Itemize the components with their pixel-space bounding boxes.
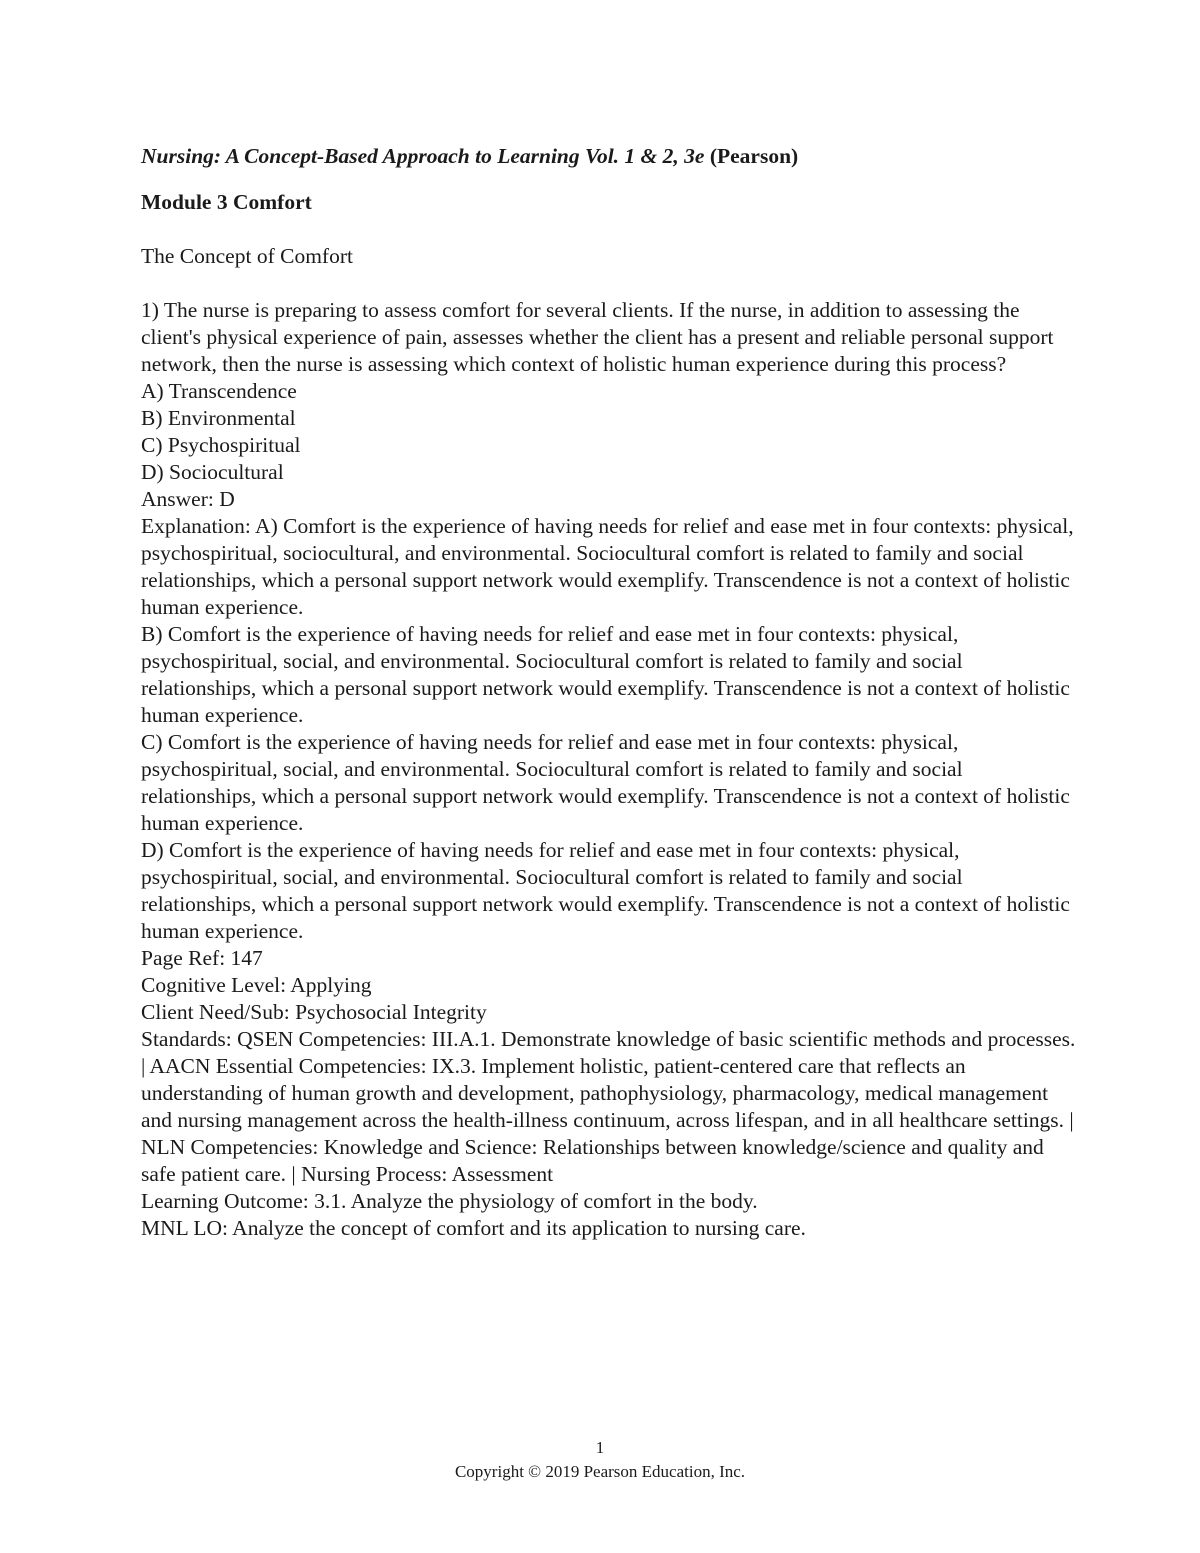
client-need: Client Need/Sub: Psychosocial Integrity	[141, 1000, 487, 1024]
question-block	[141, 297, 1076, 1242]
option-a: A) Transcendence	[141, 379, 297, 403]
concept-heading: The Concept of Comfort	[141, 244, 353, 268]
explanation-d: D) Comfort is the experience of having needs for relief and ease met in four contexts: physical, psychospiritual, social, and environmental. Sociocultural comfort is related to family and social relationships, which a personal support network would exemplify. Transcendence is not a context of holistic human experience.	[141, 838, 1070, 943]
book-title-italic: Nursing: A Concept-Based Approach to Learning Vol. 1 & 2, 3e	[141, 144, 705, 168]
cognitive-level: Cognitive Level: Applying	[141, 973, 372, 997]
explanation-b: B) Comfort is the experience of having needs for relief and ease met in four contexts: physical, psychospiritual, social, and environmental. Sociocultural comfort is related to family and social relationships, which a personal support network would exemplify. Transcendence is not a context of holistic human experience.	[141, 622, 1070, 727]
question-stem: 1) The nurse is preparing to assess comfort for several clients. If the nurse, in addition to assessing the client's physical experience of pain, assesses whether the client has a present and reliable personal support network, then the nurse is assessing which context of holistic human experience during this process?	[141, 298, 1054, 376]
page-number: 1	[595, 1438, 605, 1457]
module-heading: Module 3 Comfort	[141, 190, 312, 214]
page-content	[141, 143, 1076, 1242]
page-ref: Page Ref: 147	[141, 946, 263, 970]
option-d: D) Sociocultural	[141, 460, 284, 484]
explanation-c: C) Comfort is the experience of having needs for relief and ease met in four contexts: physical, psychospiritual, social, and environmental. Sociocultural comfort is related to family and social relationships, which a personal support network would exemplify. Transcendence is not a context of holistic human experience.	[141, 730, 1070, 835]
explanation-a: Explanation: A) Comfort is the experience of having needs for relief and ease met in four contexts: physical, psychospiritual, sociocultural, and environmental. Sociocultural comfort is related to family and social relationships, which a personal support network would exemplify. Transcendence is not a context of holistic human experience.	[141, 514, 1074, 619]
copyright-notice: Copyright © 2019 Pearson Education, Inc.	[454, 1462, 746, 1481]
answer: Answer: D	[141, 487, 235, 511]
standards: Standards: QSEN Competencies: III.A.1. Demonstrate knowledge of basic scientific methods and processes. | AACN Essential Competencies: IX.3. Implement holistic, patient-centered care that reflects an understanding of human growth and development, pathophysiology, pharmacology, medical management and nursing management across the health-illness continuum, across lifespan, and in all healthcare settings. | NLN Competencies: Knowledge and Science: Relationships between knowledge/science and quality and safe patient care. | Nursing Process: Assessment	[141, 1027, 1076, 1186]
mnl-lo: MNL LO: Analyze the concept of comfort and its application to nursing care.	[141, 1216, 806, 1240]
book-title	[141, 143, 1076, 170]
learning-outcome: Learning Outcome: 3.1. Analyze the physiology of comfort in the body.	[141, 1189, 758, 1213]
book-title-publisher: (Pearson)	[704, 144, 799, 168]
option-c: C) Psychospiritual	[141, 433, 301, 457]
option-b: B) Environmental	[141, 406, 296, 430]
